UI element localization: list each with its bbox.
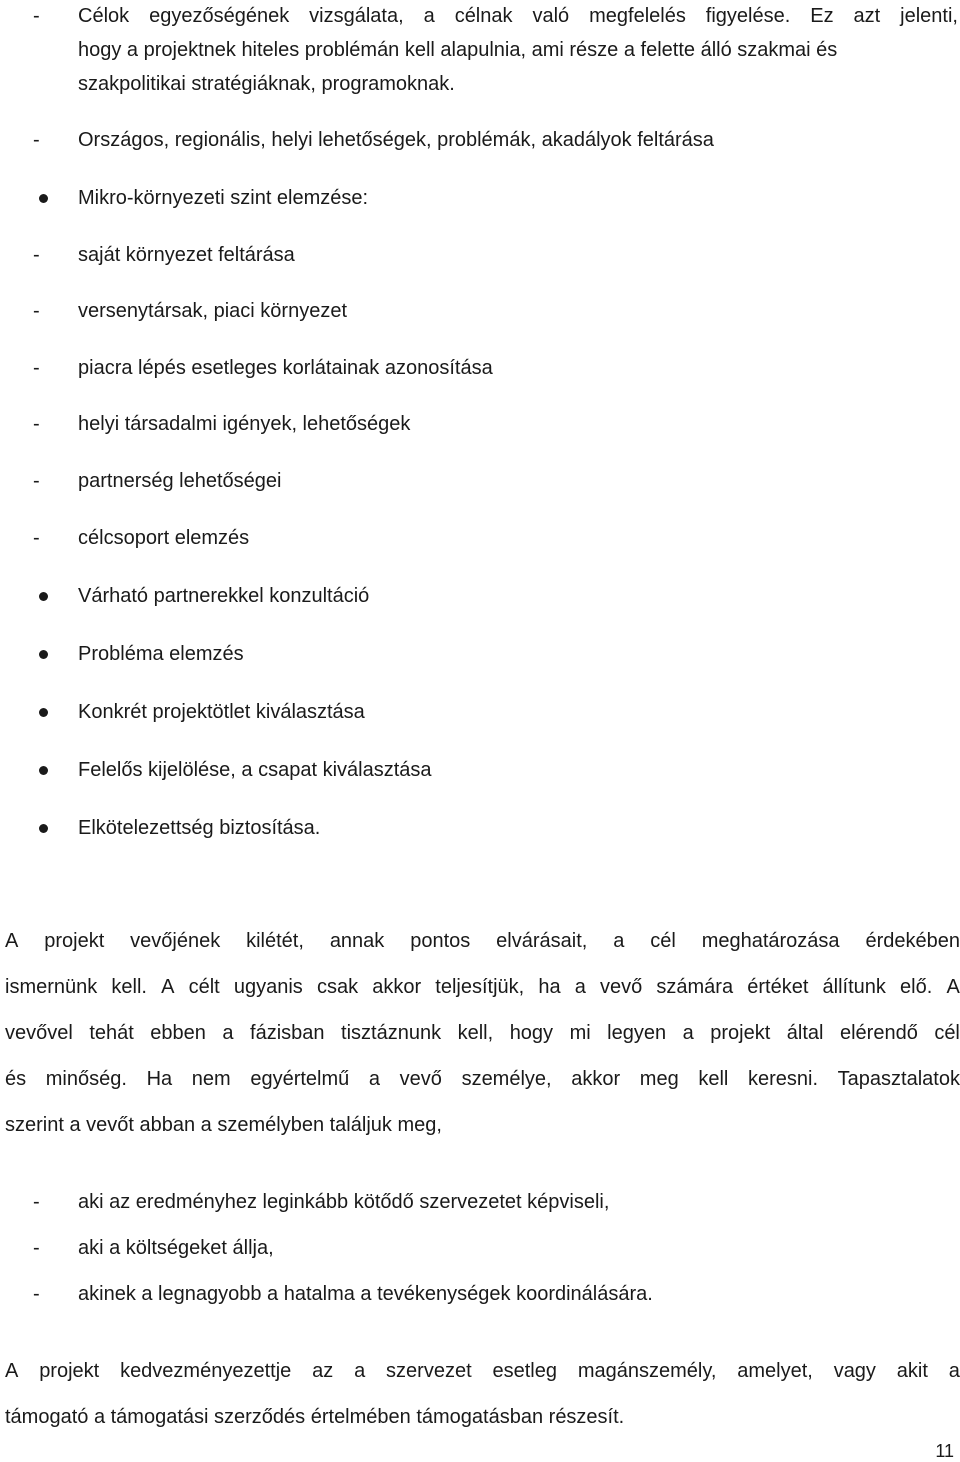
list-item-text: helyi társadalmi igények, lehetőségek [78, 413, 411, 435]
word: minőség. [45, 1068, 127, 1090]
word: kedvezményezettje [120, 1360, 292, 1382]
word: A [5, 930, 19, 952]
list-item-text: Konkrét projektötlet kiválasztása [78, 701, 365, 723]
word: esetleg [492, 1360, 557, 1382]
word: projekt [44, 930, 105, 952]
word: vevő [600, 976, 643, 998]
word: vizsgálata, [309, 5, 404, 27]
word: ebben [150, 1022, 206, 1044]
word: való [532, 5, 570, 27]
word: egyértelmű [250, 1068, 350, 1090]
word: tehát [89, 1022, 134, 1044]
word: Tapasztalatok [837, 1068, 960, 1090]
word: a [354, 1360, 366, 1382]
word: személye, [461, 1068, 552, 1090]
word: csak [316, 976, 359, 998]
bullet-icon [39, 194, 48, 203]
list-item-text: Mikro-környezeti szint elemzése: [78, 187, 369, 209]
word: és [5, 1068, 27, 1090]
dash-marker: - [33, 357, 40, 379]
dash-marker: - [33, 300, 40, 322]
word: elérendő [839, 1022, 918, 1044]
word: a [682, 1022, 694, 1044]
word: amelyet, [737, 1360, 813, 1382]
list-item-text: célcsoport elemzés [78, 527, 250, 549]
dash-marker: - [33, 413, 40, 435]
word: akkor [372, 976, 422, 998]
list-item-text: versenytársak, piaci környezet [78, 300, 348, 322]
word: tisztáznunk [341, 1022, 442, 1044]
word: szervezet [386, 1360, 472, 1382]
paragraph-line [5, 975, 960, 999]
word: vagy [833, 1360, 876, 1382]
word: legyen [607, 1022, 667, 1044]
word: A [161, 976, 175, 998]
word: nem [191, 1068, 231, 1090]
word: projekt [710, 1022, 771, 1044]
word: egyezőségének [149, 5, 290, 27]
list-item-line [78, 72, 958, 96]
word: elvárásait, [496, 930, 588, 952]
word: Ha [146, 1068, 173, 1090]
bullet-icon [39, 650, 48, 659]
word: számára [656, 976, 734, 998]
word: pontos [410, 930, 471, 952]
word: a [423, 5, 435, 27]
word: projekt [39, 1360, 100, 1382]
paragraph-line [5, 929, 960, 953]
word: a [222, 1022, 234, 1044]
list-item-text: Országos, regionális, helyi lehetőségek, problémák, akadályok feltárása [78, 129, 714, 151]
dash-marker: - [33, 5, 40, 27]
list-item-line [78, 38, 958, 62]
word: kell [698, 1068, 729, 1090]
paragraph-line: szerint a vevőt abban a személyben találjuk meg, [5, 1114, 442, 1136]
dash-marker: - [33, 1237, 40, 1259]
list-item-line [78, 4, 958, 28]
list-item-text: saját környezet feltárása [78, 244, 295, 266]
word: keresni. [747, 1068, 819, 1090]
list-item-text: Probléma elemzés [78, 643, 244, 665]
list-item-text: Felelős kijelölése, a csapat kiválasztása [78, 759, 432, 781]
list-item-text: aki az eredményhez leginkább kötődő szervezetet képviseli, [78, 1191, 610, 1213]
word: a [368, 1068, 381, 1090]
dash-marker: - [33, 527, 40, 549]
word: fázisban [250, 1022, 325, 1044]
paragraph-line [5, 1359, 960, 1383]
word: figyelése. [705, 5, 791, 27]
word: Célok [78, 5, 130, 27]
word: ismernünk [5, 976, 98, 998]
dash-marker: - [33, 1283, 40, 1305]
paragraph-line: támogató a támogatási szerződés értelmében támogatásban részesít. [5, 1406, 625, 1428]
bullet-icon [39, 592, 48, 601]
list-item-text: piacra lépés esetleges korlátainak azonosítása [78, 357, 493, 379]
word: hogy [509, 1022, 554, 1044]
word: ugyanis [233, 976, 303, 998]
word: a [574, 976, 586, 998]
word: akkor [571, 1068, 621, 1090]
list-item-text: partnerség lehetőségei [78, 470, 282, 492]
word: a [613, 930, 625, 952]
word: meghatározása [701, 930, 840, 952]
word: A [946, 976, 960, 998]
word: vevőjének [130, 930, 221, 952]
bullet-icon [39, 708, 48, 717]
paragraph-line [5, 1067, 960, 1091]
word: vevő [399, 1068, 442, 1090]
dash-marker: - [33, 129, 40, 151]
word: A [5, 1360, 19, 1382]
list-item-text: aki a költségeket állja, [78, 1237, 274, 1259]
word: Ez [810, 5, 834, 27]
word: jelenti, [900, 5, 958, 27]
word: annak [329, 930, 385, 952]
word: célnak [454, 5, 513, 27]
word: elő. [900, 976, 933, 998]
page-number: 11 [935, 1441, 954, 1461]
word: érdekében [865, 930, 960, 952]
word: célt [188, 976, 220, 998]
word: meg [639, 1068, 679, 1090]
word: cél [934, 1022, 960, 1044]
word: értéket [747, 976, 809, 998]
list-item-text: Várható partnerekkel konzultáció [78, 585, 370, 607]
dash-marker: - [33, 470, 40, 492]
bullet-icon [39, 824, 48, 833]
word: mi [569, 1022, 591, 1044]
word: cél [650, 930, 676, 952]
word: kilétét, [246, 930, 304, 952]
word: ha [538, 976, 561, 998]
word: vevővel [5, 1022, 73, 1044]
word: teljesítjük, [435, 976, 525, 998]
word: megfelelés [589, 5, 686, 27]
word: magánszemély, [577, 1360, 717, 1382]
bullet-icon [39, 766, 48, 775]
list-item-text: szakpolitikai stratégiáknak, programoknak. [78, 73, 455, 95]
word: kell. [111, 976, 147, 998]
list-item-text: akinek a legnagyobb a hatalma a tevékenységek koordinálására. [78, 1283, 653, 1305]
word: által [786, 1022, 824, 1044]
word: azt [853, 5, 881, 27]
paragraph-line [5, 1021, 960, 1045]
word: kell, [457, 1022, 494, 1044]
word: a [948, 1360, 960, 1382]
list-item-text: hogy a projektnek hiteles problémán kell alapulnia, ami része a felette álló szakmai és [78, 39, 838, 61]
list-item-text: Elkötelezettség biztosítása. [78, 817, 321, 839]
word: akit [896, 1360, 928, 1382]
word: állítunk [822, 976, 886, 998]
word: az [312, 1360, 334, 1382]
dash-marker: - [33, 244, 40, 266]
dash-marker: - [33, 1191, 40, 1213]
